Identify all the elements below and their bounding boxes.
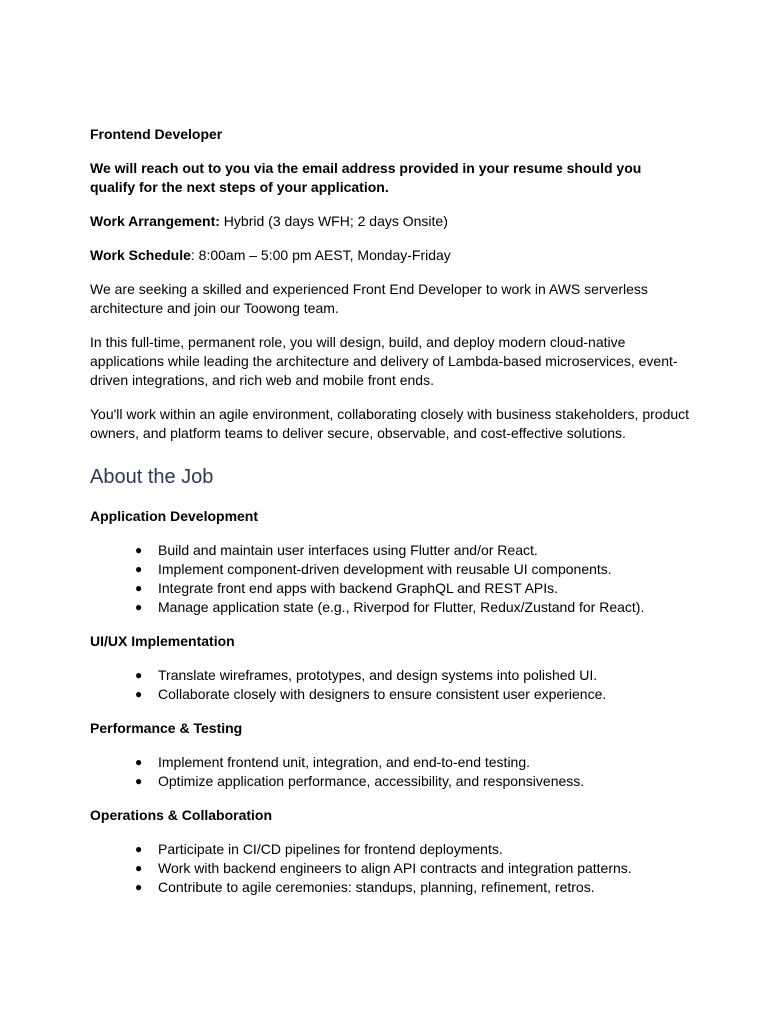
list-item [90, 878, 690, 897]
list-item [90, 753, 690, 772]
bullet-list [90, 541, 690, 617]
section-application-development [90, 507, 690, 617]
document-page [90, 125, 690, 912]
list-item-text: Collaborate closely with designers to ensure consistent user experience. [158, 686, 607, 702]
work-schedule-value: : 8:00am – 5:00 pm AEST, Monday-Friday [190, 247, 451, 263]
intro-paragraph: In this full-time, permanent role, you will design, build, and deploy modern cloud-native applications while leading the architecture and delivery of Lambda-based microservices, event-driven integrations, and rich web and mobile front ends. [90, 334, 678, 388]
work-arrangement-label: Work Arrangement: [90, 213, 220, 229]
bullet-list [90, 666, 690, 704]
work-schedule [90, 246, 690, 265]
about-heading: About the Job [90, 466, 214, 488]
list-item [90, 685, 690, 704]
work-schedule-label: Work Schedule [90, 247, 191, 263]
section-operations-collaboration [90, 806, 690, 897]
section-heading: Operations & Collaboration [90, 807, 273, 823]
list-item-text: Contribute to agile ceremonies: standups, planning, refinement, retros. [158, 879, 595, 895]
section-ui-ux-implementation [90, 632, 690, 704]
list-item-text: Build and maintain user interfaces using Flutter and/or React. [158, 542, 538, 558]
list-item-text: Manage application state (e.g., Riverpod for Flutter, Redux/Zustand for React). [158, 599, 645, 615]
bullet-icon: ● [135, 668, 143, 682]
list-item [90, 772, 690, 791]
section-heading: Performance & Testing [90, 720, 243, 736]
bullet-icon: ● [135, 562, 143, 576]
bullet-list [90, 840, 690, 897]
intro-paragraph: We are seeking a skilled and experienced Front End Developer to work in AWS serverless architecture and join our Toowong team. [90, 281, 648, 316]
list-item-text: Implement frontend unit, integration, and end-to-end testing. [158, 754, 531, 770]
work-arrangement [90, 212, 690, 231]
list-item-text: Integrate front end apps with backend GraphQL and REST APIs. [158, 580, 559, 596]
contact-notice: We will reach out to you via the email address provided in your resume should you qualify for the next steps of your application. [90, 160, 642, 195]
bullet-icon: ● [135, 755, 143, 769]
list-item [90, 598, 690, 617]
list-item [90, 840, 690, 859]
bullet-icon: ● [135, 581, 143, 595]
work-arrangement-value: Hybrid (3 days WFH; 2 days Onsite) [219, 213, 448, 229]
bullet-icon: ● [135, 880, 143, 894]
list-item [90, 560, 690, 579]
bullet-icon: ● [135, 861, 143, 875]
list-item [90, 541, 690, 560]
section-performance-testing [90, 719, 690, 791]
list-item [90, 579, 690, 598]
bullet-icon: ● [135, 600, 143, 614]
bullet-list [90, 753, 690, 791]
list-item-text: Translate wireframes, prototypes, and design systems into polished UI. [158, 667, 598, 683]
bullet-icon: ● [135, 842, 143, 856]
section-heading: UI/UX Implementation [90, 633, 235, 649]
list-item [90, 859, 690, 878]
list-item [90, 666, 690, 685]
list-item-text: Implement component-driven development with reusable UI components. [158, 561, 612, 577]
list-item-text: Optimize application performance, accessibility, and responsiveness. [158, 773, 585, 789]
bullet-icon: ● [135, 543, 143, 557]
list-item-text: Work with backend engineers to align API contracts and integration patterns. [158, 860, 632, 876]
section-heading: Application Development [90, 508, 259, 524]
intro-paragraph: You'll work within an agile environment, collaborating closely with business stakeholders, product owners, and platform teams to deliver secure, observable, and cost-effective solutions. [90, 406, 690, 441]
job-title: Frontend Developer [90, 126, 223, 142]
bullet-icon: ● [135, 687, 143, 701]
bullet-icon: ● [135, 774, 143, 788]
list-item-text: Participate in CI/CD pipelines for frontend deployments. [158, 841, 503, 857]
